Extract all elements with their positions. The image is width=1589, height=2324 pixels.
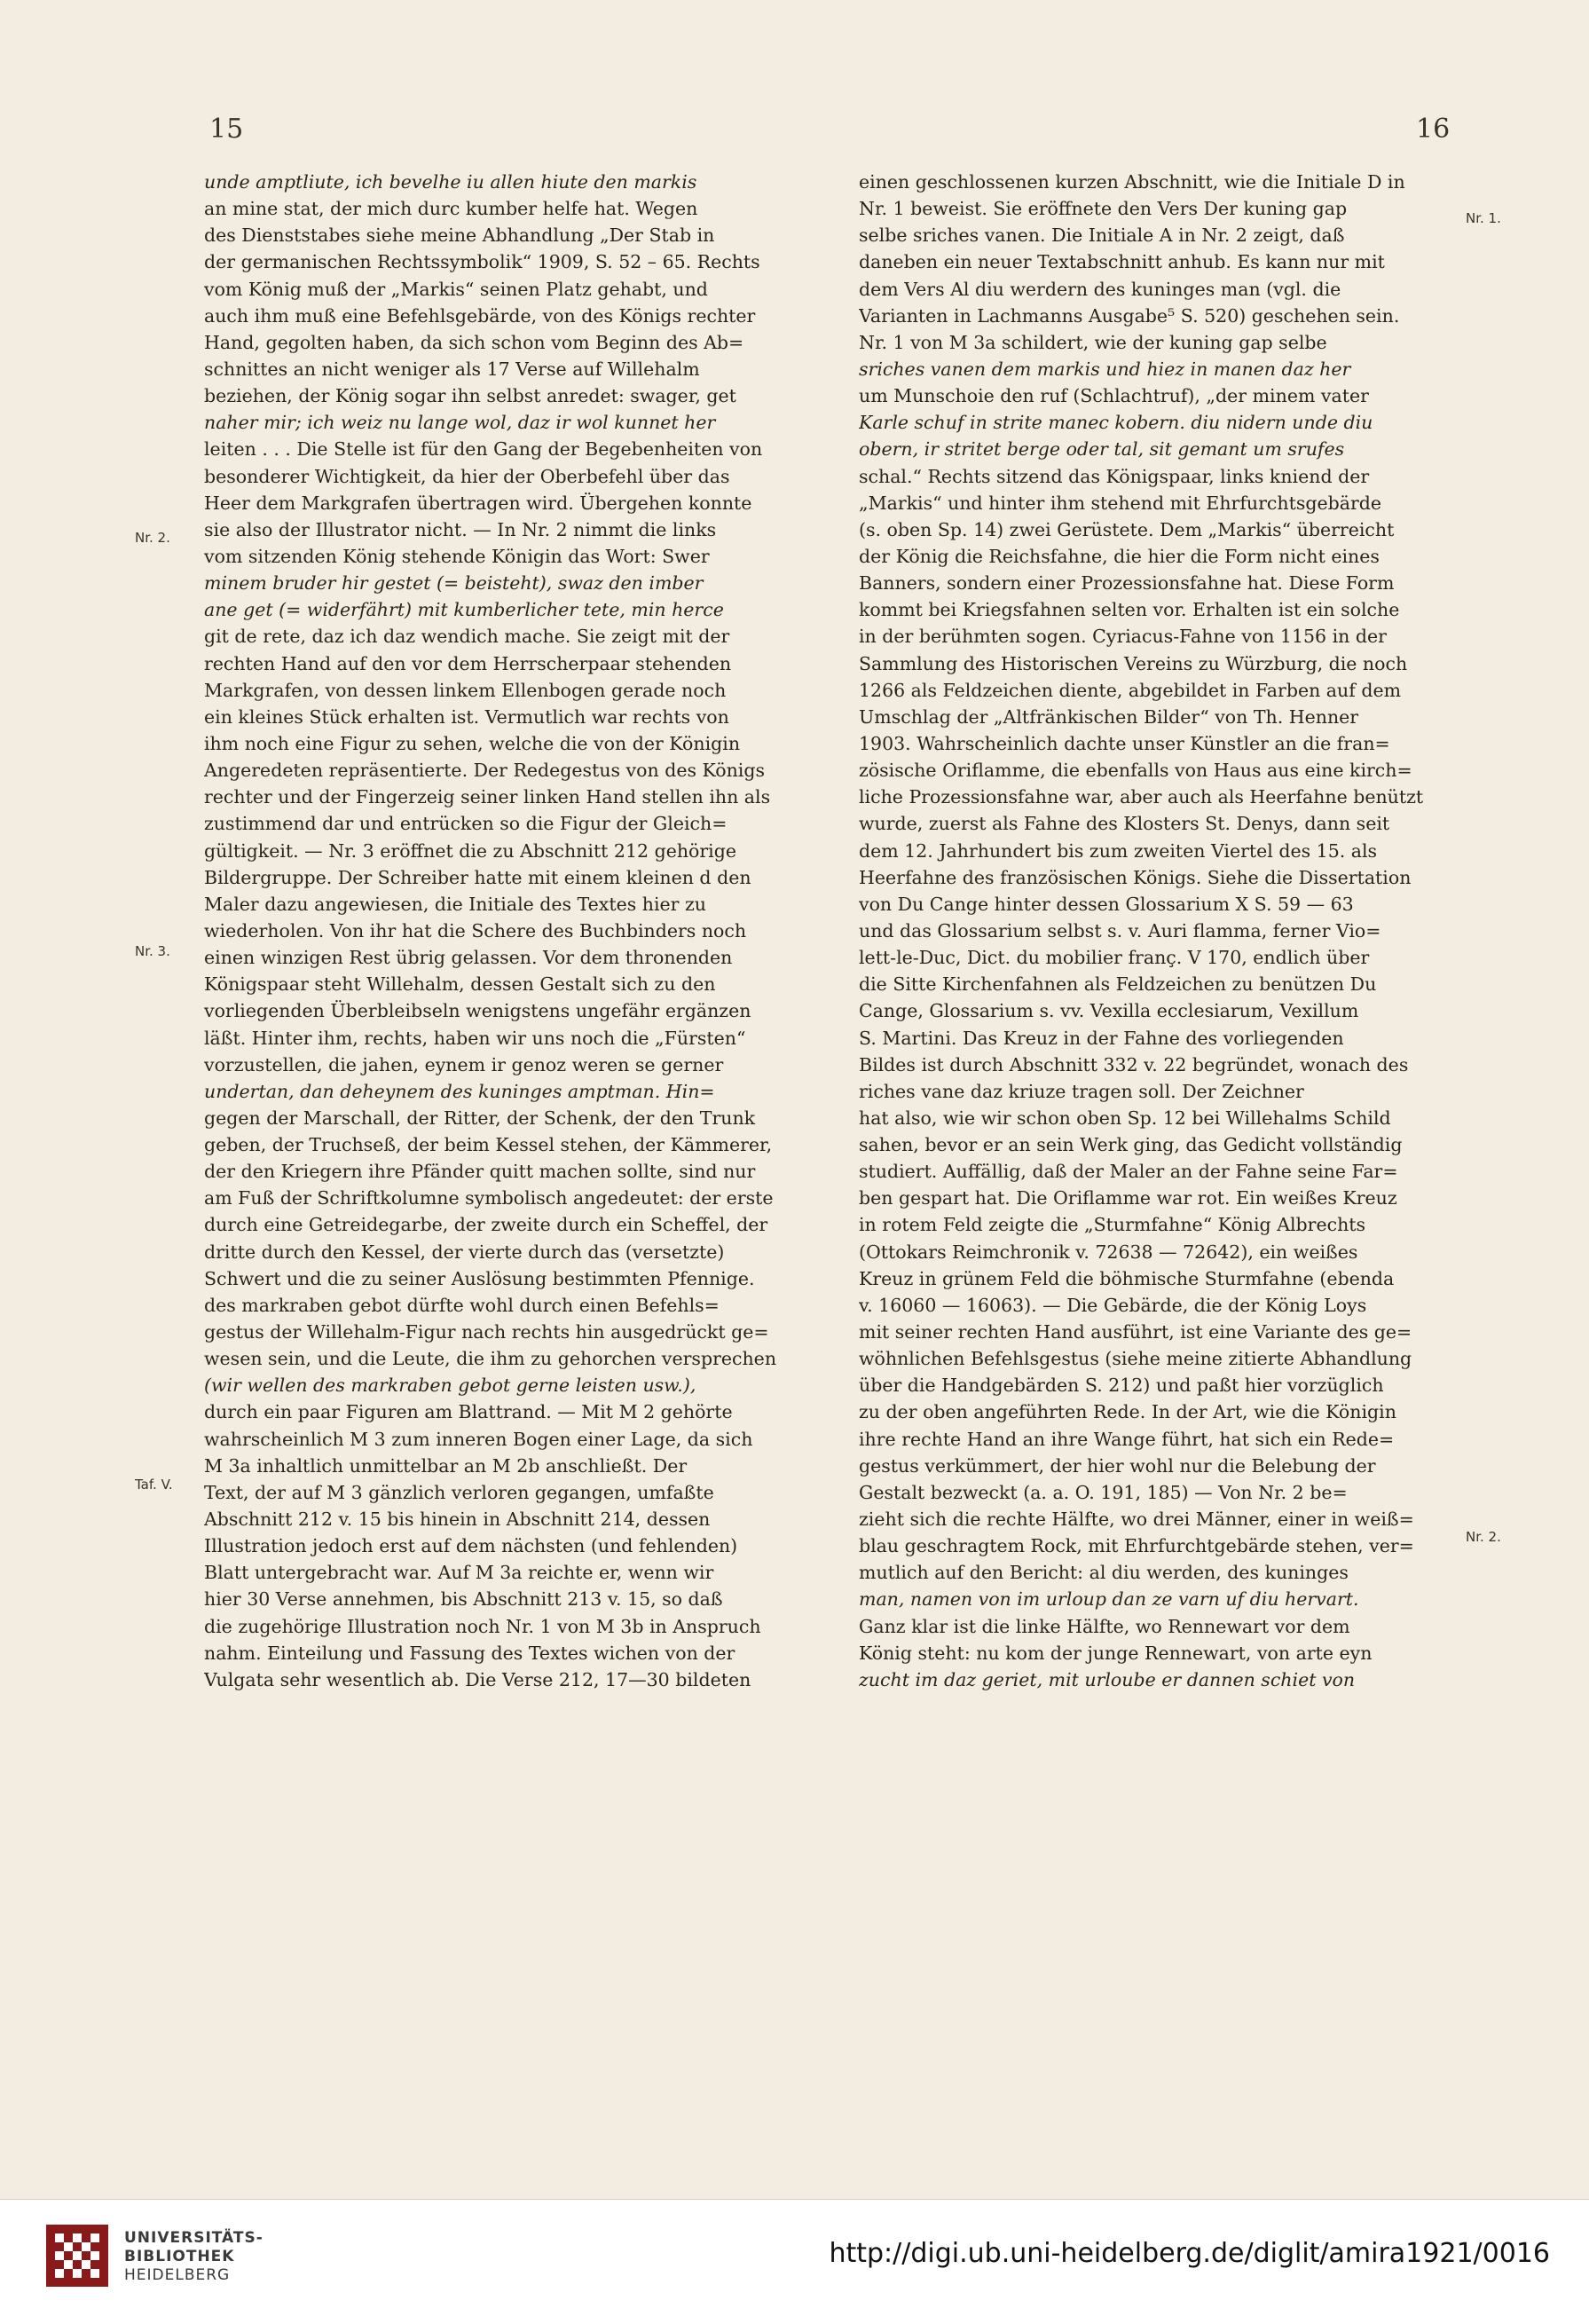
text-line: die Sitte Kirchenfahnen als Feldzeichen zu benützen Du [859, 973, 1377, 996]
text-line: Sammlung des Historischen Vereins zu Würzburg, die noch [859, 652, 1408, 674]
margin-note-nr2-left: Nr. 2. [135, 530, 170, 546]
text-line: dem Vers Al diu werdern des kuninges man (vgl. die [859, 278, 1341, 300]
text-line: sriches vanen dem markis und hiez in manen daz her [859, 358, 1351, 380]
text-line: man, namen von im urloup dan ze varn uf diu hervart. [859, 1588, 1359, 1611]
text-line: schnittes an nicht weniger als 17 Verse auf Willehalm [204, 358, 700, 380]
text-line: Illustration jedoch erst auf dem nächsten (und fehlenden) [204, 1535, 738, 1557]
text-line: S. Martini. Das Kreuz in der Fahne des vorliegenden [859, 1027, 1344, 1049]
text-line: über die Handgebärden S. 212) und paßt hier vorzüglich [859, 1375, 1384, 1397]
text-line: hat also, wie wir schon oben Sp. 12 bei Willehalms Schild [859, 1107, 1391, 1129]
library-logo-text [124, 2229, 264, 2285]
text-line: vorliegenden Überbleibseln wenigstens ungefähr ergänzen [204, 1000, 751, 1022]
text-line: liche Prozessionsfahne war, aber auch als Heerfahne benützt [859, 786, 1424, 808]
logo-line-2: BIBLIOTHEK [124, 2248, 235, 2265]
text-line: (s. oben Sp. 14) zwei Gerüstete. Dem „Markis“ überreicht [859, 518, 1395, 540]
page-number-left: 15 [209, 114, 244, 145]
text-line: Heer dem Markgrafen übertragen wird. Übergehen konnte [204, 492, 752, 514]
text-line: Nr. 1 von M 3a schildert, wie der kuning gap selbe [859, 331, 1327, 353]
text-line: minem bruder hir gestet (= beisteht), swaz den imber [204, 572, 704, 595]
text-line: zösische Oriflamme, die ebenfalls von Haus aus eine kirch= [859, 760, 1412, 782]
text-line: wesen sein, und die Leute, die ihm zu gehorchen versprechen [204, 1348, 777, 1370]
text-line: durch eine Getreidegarbe, der zweite durch ein Scheffel, der [204, 1214, 768, 1236]
text-line: „Markis“ und hinter ihm stehend mit Ehrfurchtsgebärde [859, 492, 1382, 514]
text-line: v. 16060 — 16063). — Die Gebärde, die der König Loys [859, 1294, 1367, 1316]
text-line: selbe sriches vanen. Die Initiale A in Nr. 2 zeigt, daß [859, 225, 1345, 247]
text-line: an mine stat, der mich durc kumber helfe hat. Wegen [204, 198, 698, 220]
text-line: dritte durch den Kessel, der vierte durch das (versetzte) [204, 1241, 725, 1263]
text-line: beziehen, der König sogar ihn selbst anredet: swager, get [204, 385, 736, 407]
text-line: (Ottokars Reimchronik v. 72638 — 72642), ein weißes [859, 1241, 1358, 1263]
text-line: Vulgata sehr wesentlich ab. Die Verse 212, 17—30 bildeten [204, 1668, 751, 1690]
text-line: Nr. 1 beweist. Sie eröffnete den Vers Der kuning gap [859, 198, 1348, 220]
text-line: blau geschragtem Rock, mit Ehrfurchtgebärde stehen, ver= [859, 1535, 1414, 1557]
text-line: des Dienststabes siehe meine Abhandlung „Der Stab in [204, 225, 715, 247]
text-line: Hand, gegolten haben, da sich schon vom Beginn des Ab= [204, 331, 744, 353]
text-line: Cange, Glossarium s. vv. Vexilla ecclesiarum, Vexillum [859, 1000, 1359, 1022]
text-line: der den Kriegern ihre Pfänder quitt machen sollte, sind nur [204, 1161, 756, 1183]
page-number-right: 16 [1416, 114, 1451, 145]
text-line: Maler dazu angewiesen, die Initiale des Textes hier zu [204, 893, 706, 915]
text-line: Markgrafen, von dessen linkem Ellenbogen gerade noch [204, 679, 727, 701]
text-line: Varianten in Lachmanns Ausgabe⁵ S. 520) geschehen sein. [859, 304, 1400, 327]
text-line: ihm noch eine Figur zu sehen, welche die von der Königin [204, 732, 741, 754]
text-line: unde amptliute, ich bevelhe iu allen hiute den markis [204, 171, 697, 193]
text-line: sie also der Illustrator nicht. — In Nr. 2 nimmt die links [204, 518, 717, 540]
margin-note-nr2-right: Nr. 2. [1466, 1529, 1501, 1545]
text-line: undertan, dan deheynem des kuninges amptman. Hin= [204, 1080, 715, 1102]
text-line: einen geschlossenen kurzen Abschnitt, wie die Initiale D in [859, 171, 1405, 193]
text-line: am Fuß der Schriftkolumne symbolisch angedeutet: der erste [204, 1187, 774, 1209]
logo-line-1: UNIVERSITÄTS- [124, 2229, 264, 2247]
library-logo-icon [46, 2225, 108, 2287]
text-line: kommt bei Kriegsfahnen selten vor. Erhalten ist ein solche [859, 599, 1400, 621]
text-line: Angeredeten repräsentierte. Der Redegestus von des Königs [204, 760, 765, 782]
text-line: wurde, zuerst als Fahne des Klosters St. Denys, dann seit [859, 813, 1390, 835]
margin-note-nr3-left: Nr. 3. [135, 943, 170, 959]
text-line: wiederholen. Von ihr hat die Schere des Buchbinders noch [204, 919, 747, 941]
text-line: hier 30 Verse annehmen, bis Abschnitt 213 v. 15, so daß [204, 1588, 723, 1611]
text-line: läßt. Hinter ihm, rechts, haben wir uns noch die „Fürsten“ [204, 1027, 746, 1049]
text-line: zieht sich die rechte Hälfte, wo drei Männer, einer in weiß= [859, 1509, 1414, 1531]
text-column-right [859, 169, 1455, 1693]
text-line: lett-le-Duc, Dict. du mobilier franç. V 170, endlich über [859, 947, 1370, 969]
text-line: Karle schuf in strite manec kobern. diu nidern unde diu [859, 412, 1373, 434]
text-line: in rotem Feld zeigte die „Sturmfahne“ König Albrechts [859, 1214, 1366, 1236]
text-line: Ganz klar ist die linke Hälfte, wo Rennewart vor dem [859, 1615, 1350, 1637]
margin-note-tafv-left: Taf. V. [135, 1477, 173, 1493]
text-line: zustimmend dar und entrücken so die Figur der Gleich= [204, 813, 728, 835]
logo-line-3: HEIDELBERG [124, 2266, 231, 2284]
text-line: die zugehörige Illustration noch Nr. 1 von M 3b in Anspruch [204, 1615, 761, 1637]
text-line: 1903. Wahrscheinlich dachte unser Künstler an die fran= [859, 732, 1390, 754]
text-line: Abschnitt 212 v. 15 bis hinein in Abschnitt 214, dessen [204, 1509, 711, 1531]
text-line: 1266 als Feldzeichen diente, abgebildet in Farben auf dem [859, 679, 1402, 701]
text-line: ein kleines Stück erhalten ist. Vermutlich war rechts von [204, 705, 729, 728]
text-line: obern, ir stritet berge oder tal, sit gemant um srufes [859, 438, 1345, 461]
text-line: sahen, bevor er an sein Werk ging, das Gedicht vollständig [859, 1134, 1403, 1156]
text-line: nahm. Einteilung und Fassung des Textes wichen von der [204, 1642, 736, 1664]
text-line: Blatt untergebracht war. Auf M 3a reichte er, wenn wir [204, 1562, 714, 1584]
text-line: gültigkeit. — Nr. 3 eröffnet die zu Abschnitt 212 gehörige [204, 839, 736, 862]
text-line: schal.“ Rechts sitzend das Königspaar, links kniend der [859, 465, 1370, 487]
text-line: und das Glossarium selbst s. v. Auri flamma, ferner Vio= [859, 919, 1381, 941]
text-line: Kreuz in grünem Feld die böhmische Sturmfahne (ebenda [859, 1267, 1395, 1289]
text-line: mit seiner rechten Hand ausführt, ist eine Variante des ge= [859, 1321, 1412, 1343]
text-line: studiert. Auffällig, daß der Maler an der Fahne seine Far= [859, 1161, 1398, 1183]
text-line: wahrscheinlich M 3 zum inneren Bogen einer Lage, da sich [204, 1428, 753, 1450]
text-line: daneben ein neuer Textabschnitt anhub. Es kann nur mit [859, 251, 1385, 273]
text-line: gestus der Willehalm-Figur nach rechts hin ausgedrückt ge= [204, 1321, 769, 1343]
text-line: rechter und der Fingerzeig seiner linken Hand stellen ihn als [204, 786, 771, 808]
text-line: zu der oben angeführten Rede. In der Art, wie die Königin [859, 1401, 1396, 1423]
text-line: ane get (= widerfährt) mit kumberlicher tete, min herce [204, 599, 724, 621]
text-line: besonderer Wichtigkeit, da hier der Oberbefehl über das [204, 465, 730, 487]
text-line: Text, der auf M 3 gänzlich verloren gegangen, umfaßte [204, 1481, 714, 1503]
text-line: Königspaar steht Willehalm, dessen Gestalt sich zu den [204, 973, 716, 996]
text-line: Umschlag der „Altfränkischen Bilder“ von Th. Henner [859, 705, 1359, 728]
text-line: rechten Hand auf den vor dem Herrscherpaar stehenden [204, 652, 732, 674]
text-line: Heerfahne des französischen Königs. Siehe die Dissertation [859, 866, 1412, 888]
text-line: durch ein paar Figuren am Blattrand. — Mit M 2 gehörte [204, 1401, 733, 1423]
source-url-link[interactable]: http://digi.ub.uni-heidelberg.de/diglit/amira1921/0016 [829, 2238, 1550, 2269]
text-line: gegen der Marschall, der Ritter, der Schenk, der den Trunk [204, 1107, 756, 1129]
text-line: der König die Reichsfahne, die hier die Form nicht eines [859, 545, 1380, 567]
text-line: Bildes ist durch Abschnitt 332 v. 22 begründet, wonach des [859, 1053, 1409, 1075]
text-line: M 3a inhaltlich unmittelbar an M 2b anschließt. Der [204, 1454, 688, 1477]
text-line: naher mir; ich weiz nu lange wol, daz ir wol kunnet her [204, 412, 716, 434]
text-line: dem 12. Jahrhundert bis zum zweiten Viertel des 15. als [859, 839, 1378, 862]
text-line: der germanischen Rechtssymbolik“ 1909, S. 52 – 65. Rechts [204, 251, 760, 273]
text-line: vom sitzenden König stehende Königin das Wort: Swer [204, 545, 710, 567]
text-line: einen winzigen Rest übrig gelassen. Vor dem thronenden [204, 947, 733, 969]
text-line: ben gespart hat. Die Oriflamme war rot. Ein weißes Kreuz [859, 1187, 1397, 1209]
text-line: ihre rechte Hand an ihre Wange führt, hat sich ein Rede= [859, 1428, 1395, 1450]
text-line: in der berühmten sogen. Cyriacus-Fahne von 1156 in der [859, 626, 1387, 648]
text-line: mutlich auf den Bericht: al diu werden, des kuninges [859, 1562, 1349, 1584]
margin-note-nr1-right: Nr. 1. [1466, 210, 1501, 226]
text-line: gestus verkümmert, der hier wohl nur die Belebung der [859, 1454, 1376, 1477]
text-line: auch ihm muß eine Befehlsgebärde, von des Königs rechter [204, 304, 756, 327]
text-line: Schwert und die zu seiner Auslösung bestimmten Pfennige. [204, 1267, 755, 1289]
text-line: (wir wellen des markraben gebot gerne leisten usw.), [204, 1375, 696, 1397]
text-line: wöhnlichen Befehlsgestus (siehe meine zitierte Abhandlung [859, 1348, 1412, 1370]
text-line: riches vane daz kriuze tragen soll. Der Zeichner [859, 1080, 1304, 1102]
text-line: Banners, sondern einer Prozessionsfahne hat. Diese Form [859, 572, 1395, 595]
text-line: git de rete, daz ich daz wendich mache. Sie zeigt mit der [204, 626, 730, 648]
text-line: zucht im daz geriet, mit urloube er dannen schiet von [859, 1668, 1356, 1690]
text-line: leiten . . . Die Stelle ist für den Gang der Begebenheiten von [204, 438, 763, 461]
text-line: Gestalt bezweckt (a. a. O. 191, 185) — Von Nr. 2 be= [859, 1481, 1348, 1503]
text-line: Bildergruppe. Der Schreiber hatte mit einem kleinen d den [204, 866, 751, 888]
text-line: von Du Cange hinter dessen Glossarium X S. 59 — 63 [859, 893, 1354, 915]
text-line: vorzustellen, die jahen, eynem ir genoz weren se gerner [204, 1053, 724, 1075]
text-column-left [204, 169, 800, 1693]
text-line: vom König muß der „Markis“ seinen Platz gehabt, und [204, 278, 708, 300]
text-line: des markraben gebot dürfte wohl durch einen Befehls= [204, 1294, 720, 1316]
text-line: König steht: nu kom der junge Rennewart, von arte eyn [859, 1642, 1373, 1664]
text-line: geben, der Truchseß, der beim Kessel stehen, der Kämmerer, [204, 1134, 773, 1156]
text-line: um Munschoie den ruf (Schlachtruf), „der minem vater [859, 385, 1369, 407]
